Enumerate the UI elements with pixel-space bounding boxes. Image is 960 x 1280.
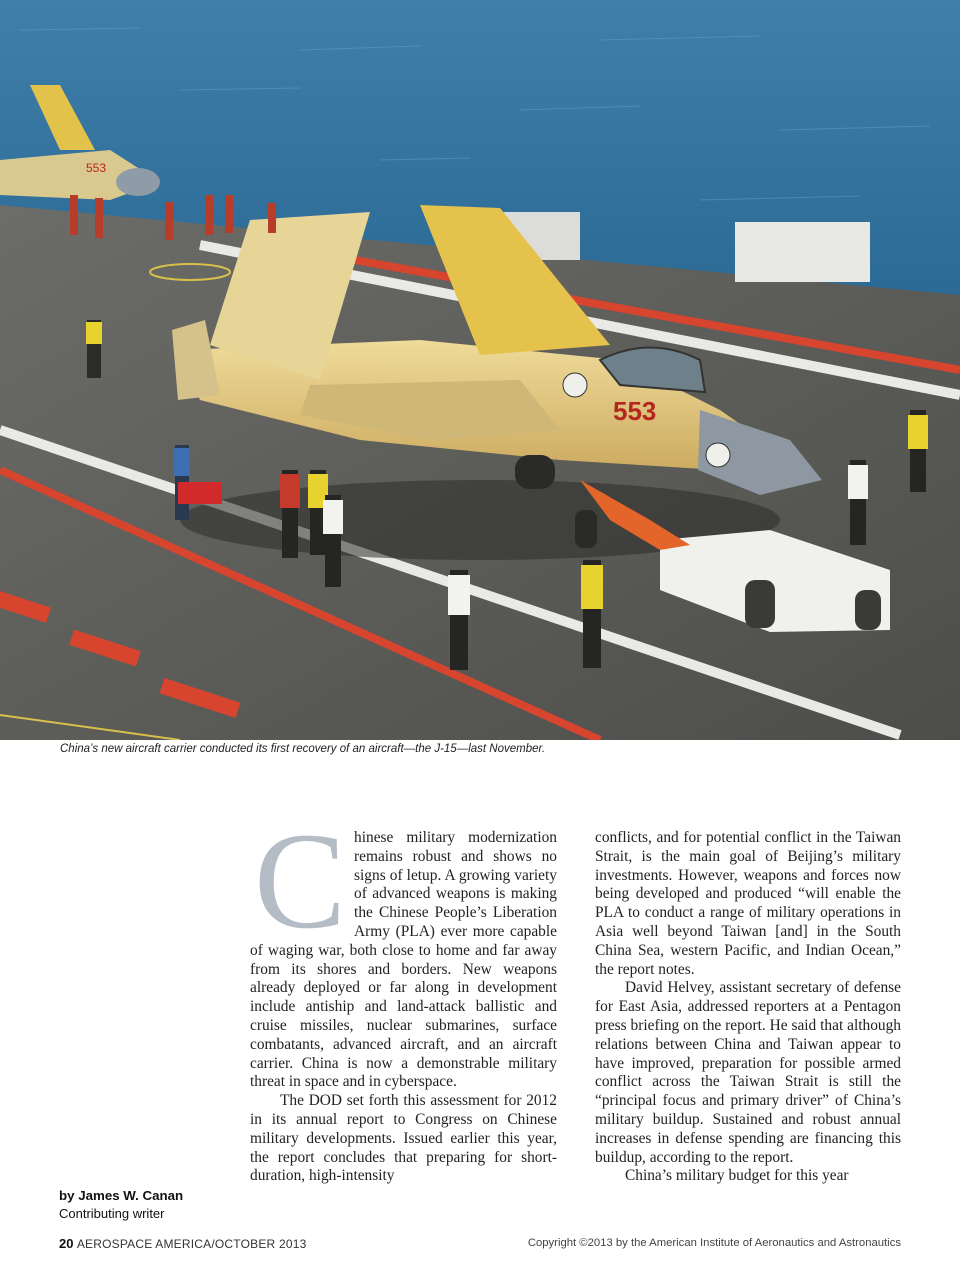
article-column-1: [250, 804, 557, 1186]
photo-caption: China’s new aircraft carrier conducted its first recovery of an aircraft—the J-15—last November.: [60, 743, 546, 755]
author-name: by James W. Canan: [59, 1188, 184, 1203]
page-footer: [59, 1236, 901, 1251]
article-column-2: [595, 829, 901, 1186]
byline: [59, 1187, 183, 1222]
article-paragraph: David Helvey, assistant secretary of defense for East Asia, addressed reporters at a Pentagon press briefing on the report. He said that although relations between China and Taiwan appear to have improved, preparation for possible armed conflict across the Taiwan Strait is still the “principal focus and primary driver” of China’s military buildup. Sustained and robust annual increases in defense spending are financing this buildup, according to the report.: [595, 979, 901, 1166]
svg-text:553: 553: [86, 161, 107, 175]
svg-text:553: 553: [613, 396, 657, 426]
article-paragraph: conflicts, and for potential conflict in the Taiwan Strait, is the main goal of Beijing’s military investments. However, weapons and forces now being developed and produced “will enable the PLA to conduct a range of military operations in Asia well beyond Taiwan [and] in the South China Sea, western Pacific, and Indian Ocean,” the report notes.: [595, 829, 901, 978]
article-paragraph: China’s military budget for this year: [625, 1167, 849, 1185]
page-number: 20: [59, 1236, 74, 1251]
magazine-issue: AEROSPACE AMERICA/OCTOBER 2013: [76, 1237, 307, 1251]
article-paragraph: hinese military modernization remains robust and shows no signs of letup. A growing variety of advanced weapons is making the Chinese People’s Liberation Army (PLA) ever more capable of waging war, both close to home and far away from its shores and borders. New weapons already deployed or far along in development include antiship and land-attack ballistic and cruise missiles, nuclear submarines, surface combatants, advanced aircraft, and an aircraft carrier. China is now a demonstrable military threat in space and in cyberspace.: [250, 829, 557, 1091]
author-role: Contributing writer: [59, 1206, 165, 1221]
copyright-notice: Copyright ©2013 by the American Institute of Aeronautics and Astronautics: [527, 1237, 901, 1249]
drop-cap: C: [254, 804, 347, 957]
article-paragraph: The DOD set forth this assessment for 2012 in its annual report to Congress on Chinese military developments. Issued earlier this year, the report concludes that preparing for short-duration, high-intensity: [250, 1092, 557, 1185]
